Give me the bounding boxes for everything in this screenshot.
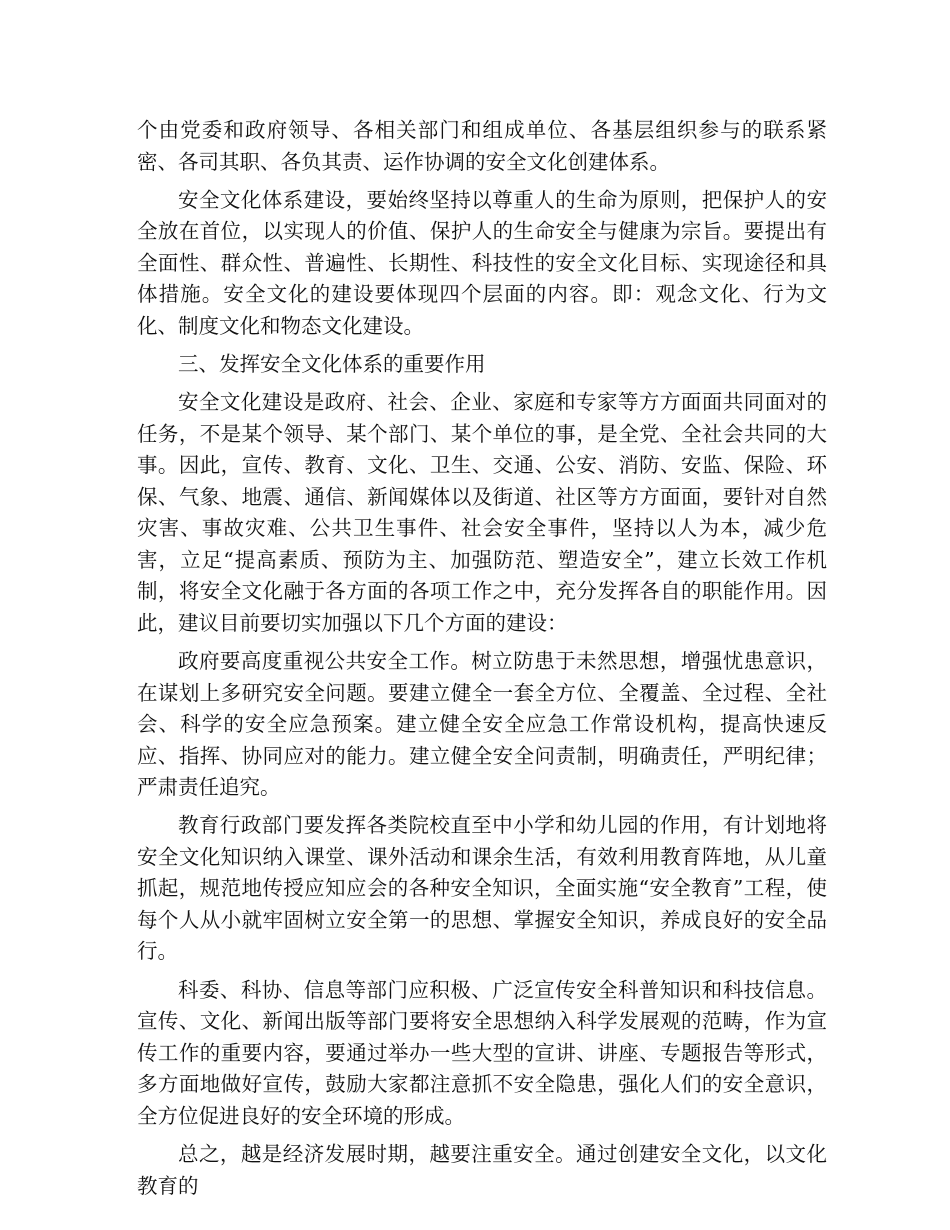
paragraph-1: 个由党委和政府领导、各相关部门和组成单位、各基层组织参与的联系紧密、各司其职、各负其责、运作协调的安全文化创建体系。 [137, 118, 827, 174]
paragraph-5: 政府要高度重视公共安全工作。树立防患于未然思想，增强忧患意识，在谋划上多研究安全问题。要建立健全一套全方位、全覆盖、全过程、全社会、科学的安全应急预案。建立健全安全应急工作常设机构，提高快速反应、指挥、协同应对的能力。建立健全安全问责制，明确责任，严明纪律；严肃责任追究。 [137, 649, 827, 800]
paragraph-7: 科委、科协、信息等部门应积极、广泛宣传安全科普知识和科技信息。宣传、文化、新闻出版等部门要将安全思想纳入科学发展观的范畴，作为宣传工作的重要内容，要通过举办一些大型的宣讲、讲座、专题报告等形式，多方面地做好宣传，鼓励大家都注意抓不安全隐患，强化人们的安全意识，全方位促进良好的安全环境的形成。 [137, 977, 827, 1128]
paragraph-6: 教育行政部门要发挥各类院校直至中小学和幼儿园的作用，有计划地将安全文化知识纳入课堂、课外活动和课余生活，有效利用教育阵地，从儿童抓起，规范地传授应知应会的各种安全知识，全面实施“安全教育”工程，使每个人从小就牢固树立安全第一的思想、掌握安全知识，养成良好的安全品行。 [137, 813, 827, 964]
paragraph-4: 安全文化建设是政府、社会、企业、家庭和专家等方方面面共同面对的任务，不是某个领导、某个部门、某个单位的事，是全党、全社会共同的大事。因此，宣传、教育、文化、卫生、交通、公安、消防、安监、保险、环保、气象、地震、通信、新闻媒体以及街道、社区等方方面面，要针对自然灾害、事故灾难、公共卫生事件、社会安全事件，坚持以人为本，减少危害，立足“提高素质、预防为主、加强防范、塑造安全”，建立长效工作机制，将安全文化融于各方面的各项工作之中，充分发挥各自的职能作用。因此，建议目前要切实加强以下几个方面的建设： [137, 390, 827, 635]
section-heading: 三、发挥安全文化体系的重要作用 [178, 352, 486, 377]
document-body [137, 115, 827, 1209]
paragraph-2: 安全文化体系建设，要始终坚持以尊重人的生命为原则，把保护人的安全放在首位，以实现人的价值、保护人的生命安全与健康为宗旨。要提出有全面性、群众性、普遍性、长期性、科技性的安全文化目标、实现途径和具体措施。安全文化的建设要体现四个层面的内容。即：观念文化、行为文化、制度文化和物态文化建设。 [137, 187, 827, 338]
paragraph-8: 总之，越是经济发展时期，越要注重安全。通过创建安全文化，以文化教育的 [137, 1142, 827, 1198]
